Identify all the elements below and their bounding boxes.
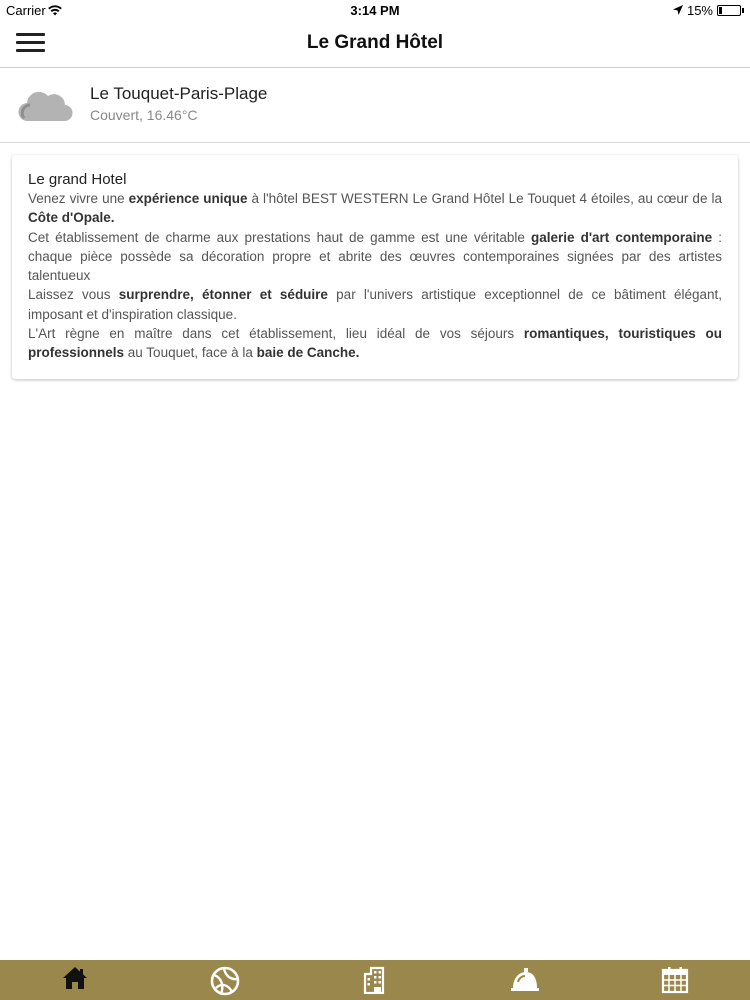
body-text: au Touquet, face à la: [124, 345, 257, 361]
battery-percent: 15%: [686, 3, 713, 18]
description-paragraph: [28, 228, 722, 286]
description-paragraph: [28, 324, 722, 363]
card-description: [28, 189, 722, 363]
body-text: Venez vivre une: [28, 191, 129, 206]
tab-calendar[interactable]: [600, 960, 750, 994]
concierge-bell-icon: [510, 966, 540, 994]
body-text: par l'univers artistique exceptionnel de ce bâtiment élégant, imposant et d'inspiration classique.: [28, 287, 722, 322]
emphasis-text: galerie d'art contemporaine: [530, 229, 713, 245]
body-text: Cet établissement de charme aux prestations haut de gamme est une véritable: [28, 229, 531, 245]
carrier-label: Carrier: [6, 3, 46, 18]
emphasis-text: surprendre, étonner et séduire: [118, 287, 328, 303]
description-paragraph: [28, 285, 722, 324]
battery-tip: [742, 8, 744, 13]
weather-condition: Couvert, 16.46°C: [90, 107, 198, 123]
status-bar: [0, 0, 750, 20]
body-text: Laissez vous: [28, 287, 119, 303]
card-title: Le grand Hotel: [28, 171, 127, 188]
emphasis-text: Côte d'Opale.: [28, 210, 115, 226]
weather-city: Le Touquet-Paris-Plage: [90, 84, 268, 103]
clock: 3:14 PM: [350, 3, 400, 18]
emphasis-text: baie de Canche.: [256, 345, 360, 361]
building-icon: [362, 966, 388, 994]
weather-panel: [0, 69, 750, 143]
tab-leisure[interactable]: [150, 960, 300, 996]
hotel-description-card: [12, 155, 738, 379]
status-right: [673, 3, 744, 18]
location-arrow-icon: [673, 3, 683, 18]
emphasis-text: romantiques, touristiques ou professionnels: [28, 326, 722, 361]
cloud-icon: [18, 87, 74, 125]
description-paragraph: [28, 189, 722, 228]
navigation-bar: [0, 20, 750, 68]
calendar-icon: [661, 966, 689, 994]
tab-services[interactable]: [450, 960, 600, 994]
beach-ball-icon: [210, 966, 240, 996]
body-text: L'Art règne en maître dans cet établissement, lieu idéal de vos séjours: [28, 326, 524, 342]
tab-hotel[interactable]: [300, 960, 450, 994]
battery-icon: [717, 5, 741, 16]
page-title: Le Grand Hôtel: [306, 32, 444, 53]
emphasis-text: expérience unique: [128, 191, 248, 206]
tab-home[interactable]: [0, 960, 150, 990]
body-text: : chaque pièce possède sa décoration propre et abrite des œuvres contemporaines signées par des artistes talentueux: [28, 229, 722, 284]
tab-bar: [0, 960, 750, 1000]
body-text: à l'hôtel BEST WESTERN Le Grand Hôtel Le Touquet 4 étoiles, au cœur de la: [247, 191, 722, 206]
home-icon: [62, 966, 88, 990]
